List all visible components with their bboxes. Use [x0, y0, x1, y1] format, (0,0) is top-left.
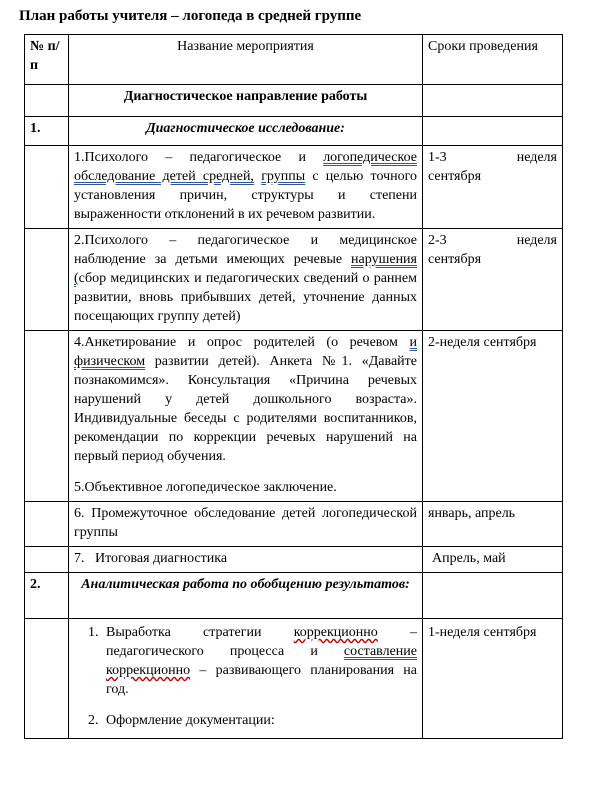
section-date-empty	[423, 85, 563, 117]
item-date-1-empty	[423, 117, 563, 146]
table-row	[25, 229, 563, 331]
row-num-empty	[25, 229, 69, 331]
list-item: 1. Выработка стратегии коррекционно – педагогического процесса и составление коррекционно – развивающего планирования на год.	[88, 625, 418, 697]
item-title-2: Аналитическая работа по обобщению результатов:	[69, 573, 423, 619]
row-text	[69, 619, 423, 739]
table-header-row	[25, 35, 563, 85]
row-num-empty	[25, 331, 69, 502]
row-text: 1.Психолого – педагогическое и логопедическое обследование детей средней, группы с целью точного установления причин, структуры и степени выраженности отклонений в их речевом развитии.	[69, 146, 423, 229]
row-date: 1-3 неделя сентября	[423, 146, 563, 229]
item-row-2	[25, 573, 563, 619]
table-row	[25, 331, 563, 502]
table-row	[25, 547, 563, 573]
section-num-empty	[25, 85, 69, 117]
section-title-diagnostic: Диагностическое направление работы	[69, 85, 423, 117]
row-date: 2-3 неделя сентября	[423, 229, 563, 331]
row-date: 1-неделя сентября	[423, 619, 563, 739]
analysis-list	[74, 623, 417, 730]
item-date-2-empty	[423, 573, 563, 619]
row-num-empty	[25, 619, 69, 739]
row-date: Апрель, май	[423, 547, 563, 573]
item-row-1	[25, 117, 563, 146]
row-date: 2-неделя сентября	[423, 331, 563, 502]
table-row	[25, 619, 563, 739]
item-num-2: 2.	[25, 573, 69, 619]
page-title: План работы учителя – логопеда в средней группе	[19, 8, 362, 24]
section-row-diagnostic	[25, 85, 563, 117]
header-date: Сроки проведения	[423, 35, 563, 85]
item-num-1: 1.	[25, 117, 69, 146]
row-num-empty	[25, 146, 69, 229]
row-num-empty	[25, 547, 69, 573]
row-num-empty	[25, 502, 69, 547]
table-row	[25, 502, 563, 547]
header-name: Название мероприятия	[69, 35, 423, 85]
row-text: 7. Итоговая диагностика	[69, 547, 423, 573]
row-text: 6. Промежуточное обследование детей логопедической группы	[69, 502, 423, 547]
row-text: 2.Психолого – педагогическое и медицинское наблюдение за детьми имеющих речевые нарушения (сбор медицинских и педагогических сведений о раннем развитии, вновь прибывших детей, уточнение данных посещающих группу детей)	[69, 229, 423, 331]
list-item: 2. Оформление документации:	[88, 713, 275, 728]
work-plan-table	[24, 34, 563, 739]
table-row	[25, 146, 563, 229]
header-num: № п/п	[25, 35, 69, 85]
item-title-1: Диагностическое исследование:	[69, 117, 423, 146]
row-text: 4.Анкетирование и опрос родителей (о речевом и физическом развитии детей). Анкета №1. «Давайте познакомимся». Консультация «Причина речевых нарушений у детей дошкольного возраста». Индивидуальные беседы с родителями воспитанников, рекомендации по коррекции речевых нарушений на первый период обучения. 5.Объективное логопедическое заключение.	[69, 331, 423, 502]
row-date: январь, апрель	[423, 502, 563, 547]
